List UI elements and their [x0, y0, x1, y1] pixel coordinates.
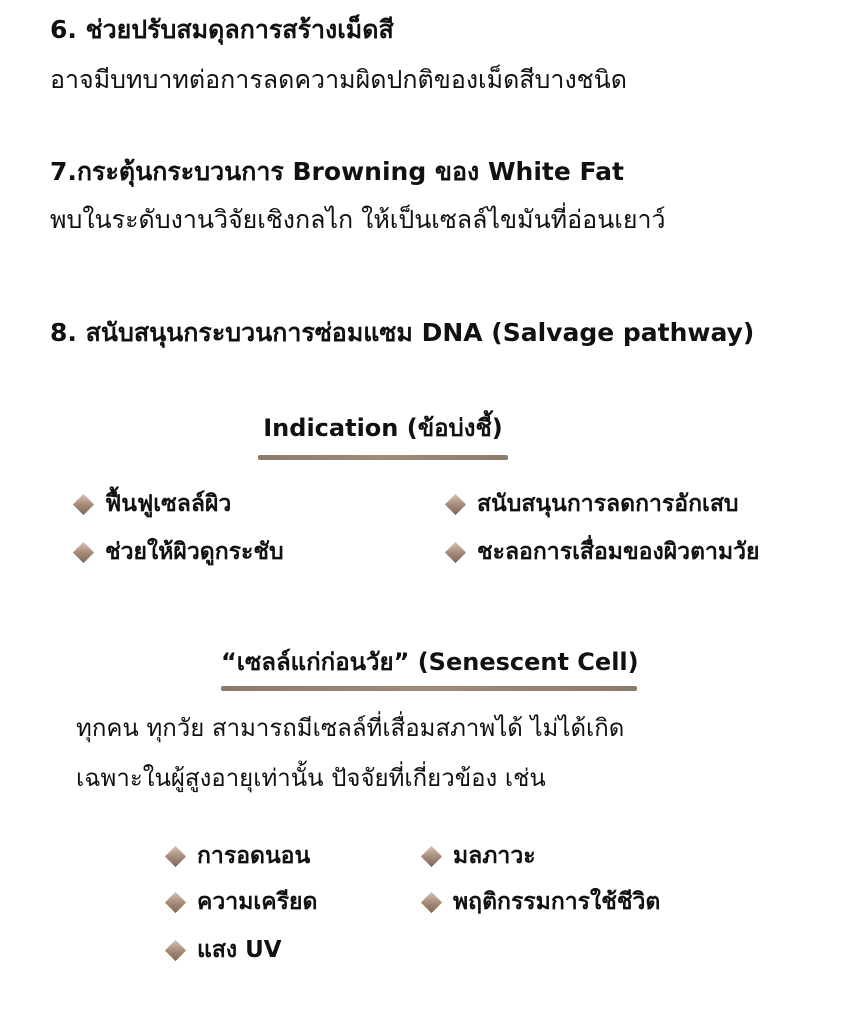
- indication-item-label: สนับสนุนการลดการอักเสบ: [477, 491, 739, 517]
- indication-item: [448, 534, 760, 570]
- section-7-text: พบในระดับงานวิจัยเชิงกลไก ให้เป็นเซลล์ไขมันที่อ่อนเยาว์: [50, 205, 666, 234]
- factor-item: [424, 838, 536, 874]
- factor-item: [168, 838, 310, 874]
- diamond-bullet-icon: [73, 541, 94, 562]
- section-6-heading: 6. ช่วยปรับสมดุลการสร้างเม็ดสี: [50, 15, 394, 44]
- indication-item-label: ชะลอการเสื่อมของผิวตามวัย: [477, 539, 760, 565]
- indication-item-label: ฟื้นฟูเซลล์ผิว: [105, 491, 232, 517]
- factor-item: [168, 884, 317, 920]
- diamond-bullet-icon: [421, 845, 442, 866]
- diamond-bullet-icon: [445, 493, 466, 514]
- indication-heading: Indication (ข้อบ่งชี้): [263, 414, 503, 442]
- factor-item-label: แสง UV: [197, 937, 282, 963]
- section-6-text: อาจมีบทบาทต่อการลดความผิดปกติของเม็ดสีบางชนิด: [50, 65, 627, 94]
- section-7-heading: 7.กระตุ้นกระบวนการ Browning ของ White Fat: [50, 157, 624, 186]
- diamond-bullet-icon: [73, 493, 94, 514]
- diamond-bullet-icon: [445, 541, 466, 562]
- senescent-text-line-1: ทุกคน ทุกวัย สามารถมีเซลล์ที่เสื่อมสภาพได้ ไม่ได้เกิด: [76, 714, 625, 742]
- factor-item: [168, 932, 282, 968]
- factor-item-label: พฤติกรรมการใช้ชีวิต: [453, 889, 661, 915]
- diamond-bullet-icon: [165, 939, 186, 960]
- diamond-bullet-icon: [421, 891, 442, 912]
- indication-item-label: ช่วยให้ผิวดูกระชับ: [105, 539, 284, 565]
- indication-divider: [258, 455, 508, 460]
- factor-item: [424, 884, 660, 920]
- indication-item: [448, 486, 739, 522]
- indication-item: [76, 534, 284, 570]
- factor-item-label: มลภาวะ: [453, 843, 536, 869]
- senescent-text-line-2: เฉพาะในผู้สูงอายุเท่านั้น ปัจจัยที่เกี่ยวข้อง เช่น: [76, 764, 546, 792]
- factor-item-label: การอดนอน: [197, 843, 311, 869]
- diamond-bullet-icon: [165, 891, 186, 912]
- senescent-divider: [221, 686, 637, 691]
- senescent-heading: “เซลล์แก่ก่อนวัย” (Senescent Cell): [221, 648, 639, 676]
- indication-item: [76, 486, 231, 522]
- section-8-heading: 8. สนับสนุนกระบวนการซ่อมแซม DNA (Salvage pathway): [50, 318, 755, 347]
- factor-item-label: ความเครียด: [197, 889, 318, 915]
- diamond-bullet-icon: [165, 845, 186, 866]
